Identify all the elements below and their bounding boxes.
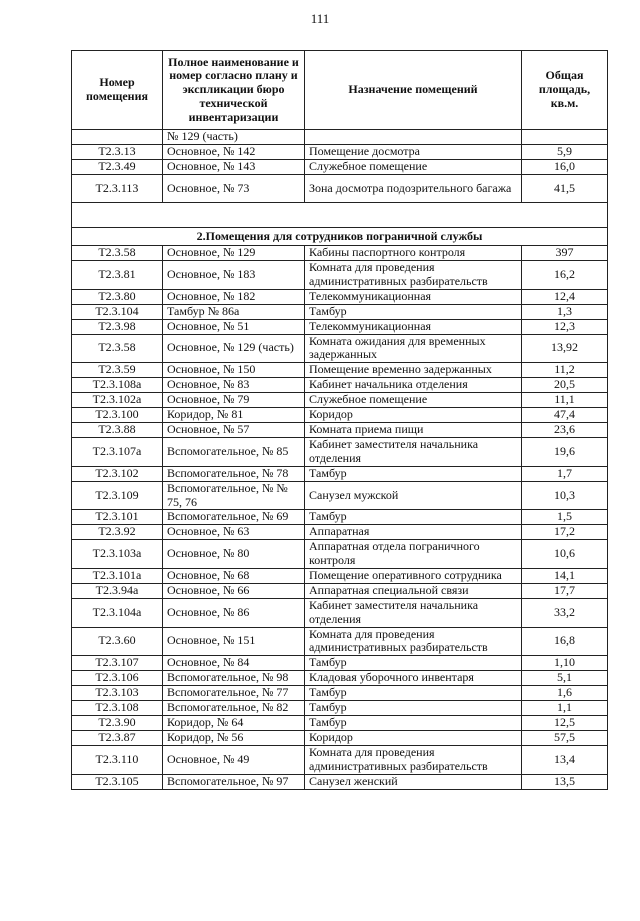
area-cell: 33,2 — [522, 598, 608, 627]
purpose-cell: Кабины паспортного контроля — [305, 246, 522, 261]
table-row — [72, 319, 608, 334]
room-number-cell: Т2.3.90 — [72, 716, 163, 731]
table-row — [72, 627, 608, 656]
full-name-cell: Основное, № 73 — [163, 175, 305, 203]
room-number-cell: Т2.3.100 — [72, 408, 163, 423]
table-row — [72, 774, 608, 789]
area-cell: 5,1 — [522, 671, 608, 686]
full-name-cell: Основное, № 84 — [163, 656, 305, 671]
table-row — [72, 701, 608, 716]
area-cell: 5,9 — [522, 145, 608, 160]
full-name-cell: Основное, № 150 — [163, 363, 305, 378]
table-row — [72, 731, 608, 746]
full-name-cell: Основное, № 182 — [163, 289, 305, 304]
room-number-cell: Т2.3.94а — [72, 583, 163, 598]
table-row — [72, 423, 608, 438]
full-name-cell: Вспомогательное, № 69 — [163, 510, 305, 525]
table-row — [72, 363, 608, 378]
table-row — [72, 598, 608, 627]
purpose-cell: Помещение оперативного сотрудника — [305, 568, 522, 583]
table-row — [72, 481, 608, 510]
room-number-cell: Т2.3.104а — [72, 598, 163, 627]
area-cell: 12,5 — [522, 716, 608, 731]
full-name-cell: Основное, № 68 — [163, 568, 305, 583]
area-cell: 16,2 — [522, 261, 608, 290]
full-name-cell: Вспомогательное, № 78 — [163, 466, 305, 481]
page-number: 111 — [310, 11, 330, 26]
table-row — [72, 540, 608, 569]
table-row — [72, 466, 608, 481]
spacer-body — [72, 203, 608, 246]
purpose-cell: Кабинет заместителя начальника отделения — [305, 438, 522, 467]
purpose-cell: Коридор — [305, 408, 522, 423]
full-name-cell: Вспомогательное, № № 75, 76 — [163, 481, 305, 510]
purpose-cell: Тамбур — [305, 716, 522, 731]
area-cell: 14,1 — [522, 568, 608, 583]
purpose-cell: Аппаратная — [305, 525, 522, 540]
full-name-cell: Основное, № 57 — [163, 423, 305, 438]
full-name-cell: Основное, № 49 — [163, 746, 305, 775]
room-number-cell: Т2.3.107а — [72, 438, 163, 467]
area-cell: 11,2 — [522, 363, 608, 378]
room-number-cell: Т2.3.113 — [72, 175, 163, 203]
purpose-cell: Аппаратная отдела пограничного контроля — [305, 540, 522, 569]
room-number-cell: Т2.3.87 — [72, 731, 163, 746]
purpose-cell: Санузел женский — [305, 774, 522, 789]
full-name-cell: Вспомогательное, № 98 — [163, 671, 305, 686]
purpose-cell: Комната приема пищи — [305, 423, 522, 438]
purpose-cell: Служебное помещение — [305, 393, 522, 408]
purpose-cell: Санузел мужской — [305, 481, 522, 510]
area-cell: 1,5 — [522, 510, 608, 525]
room-number-cell: Т2.3.59 — [72, 363, 163, 378]
header-full-name: Полное наименование и номер согласно плану и экспликации бюро технической инвентаризации — [163, 51, 305, 130]
area-cell: 23,6 — [522, 423, 608, 438]
room-number-cell: Т2.3.58 — [72, 246, 163, 261]
header-room-number: Номер помещения — [72, 51, 163, 130]
table-row — [72, 175, 608, 203]
full-name-cell: Коридор, № 81 — [163, 408, 305, 423]
full-name-cell: Основное, № 183 — [163, 261, 305, 290]
purpose-cell: Коридор — [305, 731, 522, 746]
room-number-cell: Т2.3.92 — [72, 525, 163, 540]
purpose-cell: Кабинет заместителя начальника отделения — [305, 598, 522, 627]
section-title: 2.Помещения для сотрудников пограничной службы — [72, 228, 608, 246]
table-row — [72, 378, 608, 393]
purpose-cell: Комната для проведения административных разбирательств — [305, 261, 522, 290]
table-row — [72, 686, 608, 701]
full-name-cell: Тамбур № 86а — [163, 304, 305, 319]
purpose-cell: Телекоммуникационная — [305, 319, 522, 334]
area-cell: 10,6 — [522, 540, 608, 569]
room-number-cell: Т2.3.49 — [72, 160, 163, 175]
full-name-cell: Вспомогательное, № 97 — [163, 774, 305, 789]
area-cell: 1,10 — [522, 656, 608, 671]
room-number-cell: Т2.3.104 — [72, 304, 163, 319]
area-cell: 1,1 — [522, 701, 608, 716]
table-row — [72, 671, 608, 686]
purpose-cell: Тамбур — [305, 656, 522, 671]
table-row — [72, 393, 608, 408]
table-row — [72, 510, 608, 525]
purpose-cell: Служебное помещение — [305, 160, 522, 175]
area-cell: 12,4 — [522, 289, 608, 304]
table-row — [72, 408, 608, 423]
area-cell: 13,4 — [522, 746, 608, 775]
purpose-cell: Зона досмотра подозрительного багажа — [305, 175, 522, 203]
area-cell: 16,0 — [522, 160, 608, 175]
room-number-cell: Т2.3.60 — [72, 627, 163, 656]
room-number-cell: Т2.3.102а — [72, 393, 163, 408]
area-cell: 17,7 — [522, 583, 608, 598]
header-total-area: Общая площадь, кв.м. — [522, 51, 608, 130]
header-purpose: Назначение помещений — [305, 51, 522, 130]
spacer-row — [72, 203, 608, 228]
purpose-cell: Помещение временно задержанных — [305, 363, 522, 378]
full-name-cell: Основное, № 80 — [163, 540, 305, 569]
table-row — [72, 568, 608, 583]
table-row — [72, 334, 608, 363]
full-name-cell: Основное, № 79 — [163, 393, 305, 408]
table-row — [72, 246, 608, 261]
full-name-cell: Основное, № 83 — [163, 378, 305, 393]
room-number-cell: Т2.3.13 — [72, 145, 163, 160]
purpose-cell: Кладовая уборочного инвентаря — [305, 671, 522, 686]
room-number-cell: Т2.3.102 — [72, 466, 163, 481]
full-name-cell: Вспомогательное, № 77 — [163, 686, 305, 701]
area-cell: 12,3 — [522, 319, 608, 334]
table-row — [72, 261, 608, 290]
premises-table — [71, 50, 608, 790]
room-number-cell: Т2.3.88 — [72, 423, 163, 438]
table-row — [72, 130, 608, 145]
full-name-cell: Основное, № 142 — [163, 145, 305, 160]
purpose-cell: Тамбур — [305, 701, 522, 716]
room-number-cell: Т2.3.81 — [72, 261, 163, 290]
room-number-cell: Т2.3.109 — [72, 481, 163, 510]
table-row — [72, 289, 608, 304]
area-cell: 57,5 — [522, 731, 608, 746]
full-name-cell: Коридор, № 56 — [163, 731, 305, 746]
table-row — [72, 160, 608, 175]
purpose-cell: Телекоммуникационная — [305, 289, 522, 304]
room-number-cell: Т2.3.108а — [72, 378, 163, 393]
purpose-cell: Комната ожидания для временных задержанных — [305, 334, 522, 363]
section-row — [72, 228, 608, 246]
table-row — [72, 583, 608, 598]
purpose-cell: Аппаратная специальной связи — [305, 583, 522, 598]
area-cell — [522, 130, 608, 145]
area-cell: 397 — [522, 246, 608, 261]
area-cell: 1,7 — [522, 466, 608, 481]
area-cell: 1,6 — [522, 686, 608, 701]
room-number-cell: Т2.3.105 — [72, 774, 163, 789]
full-name-cell: Основное, № 151 — [163, 627, 305, 656]
area-cell: 17,2 — [522, 525, 608, 540]
purpose-cell: Кабинет начальника отделения — [305, 378, 522, 393]
table-row — [72, 304, 608, 319]
full-name-cell: Основное, № 63 — [163, 525, 305, 540]
table-row — [72, 145, 608, 160]
table-body-main — [72, 246, 608, 790]
room-number-cell: Т2.3.80 — [72, 289, 163, 304]
area-cell: 16,8 — [522, 627, 608, 656]
full-name-cell: Вспомогательное, № 85 — [163, 438, 305, 467]
purpose-cell: Помещение досмотра — [305, 145, 522, 160]
table-row — [72, 656, 608, 671]
table-body-top — [72, 130, 608, 203]
room-number-cell: Т2.3.106 — [72, 671, 163, 686]
area-cell: 20,5 — [522, 378, 608, 393]
area-cell: 1,3 — [522, 304, 608, 319]
full-name-cell: Вспомогательное, № 82 — [163, 701, 305, 716]
purpose-cell: Тамбур — [305, 686, 522, 701]
room-number-cell: Т2.3.98 — [72, 319, 163, 334]
full-name-cell: Основное, № 86 — [163, 598, 305, 627]
area-cell: 13,92 — [522, 334, 608, 363]
table-row — [72, 716, 608, 731]
area-cell: 19,6 — [522, 438, 608, 467]
room-number-cell: Т2.3.101 — [72, 510, 163, 525]
purpose-cell: Тамбур — [305, 304, 522, 319]
area-cell: 41,5 — [522, 175, 608, 203]
area-cell: 47,4 — [522, 408, 608, 423]
area-cell: 13,5 — [522, 774, 608, 789]
table-row — [72, 746, 608, 775]
room-number-cell: Т2.3.110 — [72, 746, 163, 775]
purpose-cell: Комната для проведения административных разбирательств — [305, 627, 522, 656]
full-name-cell: Основное, № 51 — [163, 319, 305, 334]
area-cell: 10,3 — [522, 481, 608, 510]
room-number-cell — [72, 130, 163, 145]
table-row — [72, 438, 608, 467]
room-number-cell: Т2.3.58 — [72, 334, 163, 363]
purpose-cell: Тамбур — [305, 466, 522, 481]
full-name-cell: Основное, № 129 — [163, 246, 305, 261]
full-name-cell: Основное, № 129 (часть) — [163, 334, 305, 363]
full-name-cell: Основное, № 66 — [163, 583, 305, 598]
purpose-cell — [305, 130, 522, 145]
room-number-cell: Т2.3.103а — [72, 540, 163, 569]
room-number-cell: Т2.3.101а — [72, 568, 163, 583]
full-name-cell: № 129 (часть) — [163, 130, 305, 145]
room-number-cell: Т2.3.103 — [72, 686, 163, 701]
table-row — [72, 525, 608, 540]
area-cell: 11,1 — [522, 393, 608, 408]
room-number-cell: Т2.3.107 — [72, 656, 163, 671]
room-number-cell: Т2.3.108 — [72, 701, 163, 716]
purpose-cell: Комната для проведения административных разбирательств — [305, 746, 522, 775]
purpose-cell: Тамбур — [305, 510, 522, 525]
full-name-cell: Коридор, № 64 — [163, 716, 305, 731]
full-name-cell: Основное, № 143 — [163, 160, 305, 175]
